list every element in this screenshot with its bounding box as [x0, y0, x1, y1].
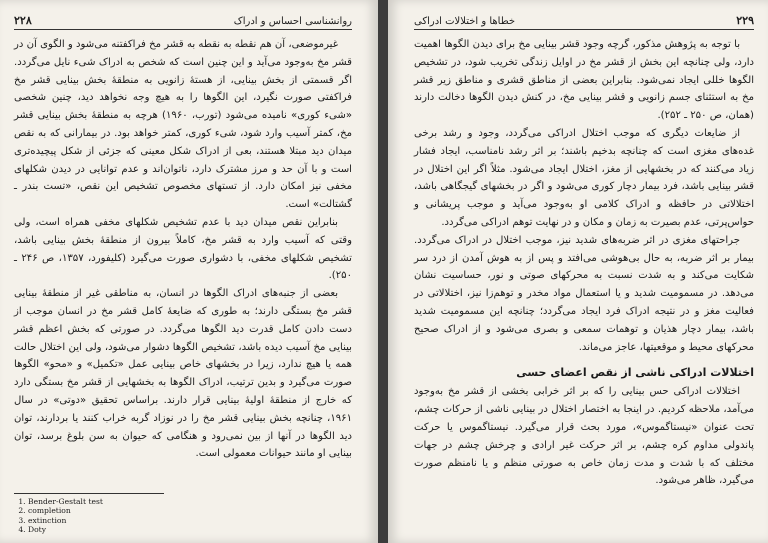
left-page	[0, 0, 378, 543]
right-body	[414, 36, 754, 356]
footnote: 4. Doty	[28, 525, 214, 535]
right-running-title: خطاها و اختلالات ادراکی	[414, 16, 516, 27]
right-page	[388, 0, 768, 543]
footnotes	[14, 493, 214, 535]
footnote-rule	[14, 493, 164, 494]
section-body	[414, 383, 754, 490]
footnote: 1. Bender-Gestalt test	[28, 497, 214, 507]
right-page-header	[414, 0, 754, 30]
paragraph: بعضی از جنبه‌های ادراک الگوها در انسان، به مناطقی غیر از منطقهٔ بینایی قشر مخ بستگی دارند؛ به طوری که ضایعهٔ کامل قشر مخ در انسان موجب از دست دادن کامل قدرت دید الگوها می‌گردد. در صورتی که بخش اعظم قشر بینایی مخ آسیب دیده باشد، تشخیص الگوها دشوار می‌شود، ولی این اختلال حالت همه یا هیچ ندارد، زیرا در بخشهای خاص بینایی عمل «تکمیل» و «محو» الگوها صورت می‌گیرد و بدین ترتیب، ادراک الگوها به بخشهایی از قشر مخ بستگی دارد که خارج از منطقهٔ اولیهٔ بینایی قرار دارند. براساس تحقیق «دوتی» در سال ۱۹۶۱، چنانچه بخش بینایی قشر مخ را در نوزاد گربه خراب کنند یا بردارند، توان دید الگوها در آنها از بین نمی‌رود و هنگامی که حیوان به سن بلوغ برسد، توان بینایی او مانند حیوانات معمولی است.	[14, 288, 352, 460]
paragraph: از ضایعات دیگری که موجب اختلال ادراکی می‌گردد، وجود و رشد برخی غده‌های مغزی است که چنانچه بدخیم باشند؛ بر اثر رشد نامناسب، ایجاد فشار زیاد می‌کنند که در بخشهایی از مغز، اختلال ایجاد می‌شود. مثلاً اگر این اختلال در قشر بینایی باشد، فرد بیمار دچار کوری می‌شود و اگر در بخشهای گیجگاهی باشد، اختلالاتی در حافظه و ادراک کلامی او به‌وجود می‌آید و موجب پریشانی و حواس‌پرتی، عدم بصیرت به زمان و مکان و در نهایت توهم ادراکی می‌گردد.	[414, 127, 754, 228]
paragraph: جراحتهای مغزی در اثر ضربه‌های شدید نیز، موجب اختلال در ادراک می‌گردد. بیمار بر اثر ضربه، به حال بی‌هوشی می‌افتد و پس از به هوش آمدن از درد سر شکایت می‌کند و به شدت نسبت به محرکهای صوتی و نور، حساسیت نشان می‌دهد. در مسمومیت شدید و یا استعمال مواد مخدر و توهم‌زا نیز، اختلالاتی در فعالیت مغز و در نتیجه ادراک فرد ایجاد می‌گردد؛ چنانچه این مسمومیت شدید باشد، بیمار دچار هذیان و توهمات سمعی و بصری می‌شود و از ادراک صحیح محرکهای محیط و موقعیتها، عاجز می‌ماند.	[414, 234, 754, 353]
paragraph: اختلالات ادراکی حس بینایی را که بر اثر خرابی بخشی از قشر مخ به‌وجود می‌آمد، ملاحظه کردیم. در اینجا به اختصار اختلال در بینایی ناشی از حرکات چشم، تحت عنوان «نیستاگموس»، مورد بحث قرار می‌گیرد. نیستاگموس یا حرکت پاندولی مداوم کره چشم، بر اثر حرکت غیر ارادی و چرخش چشم در جهات مختلف که با شدت و مدت زمان خاص به صورتی منظم و یا نامنظم صورت می‌گیرد، ظاهر می‌شود.	[414, 386, 754, 487]
left-running-title: روانشناسی احساس و ادراک	[233, 16, 352, 27]
section-heading: اختلالات ادراکی ناشی از نقص اعضای حسی	[516, 366, 754, 380]
left-page-header	[14, 0, 352, 30]
footnote: 2. completion	[28, 506, 214, 516]
footnote: 3. extinction	[28, 516, 214, 526]
left-page-number: ۲۲۸	[14, 14, 32, 27]
right-page-number: ۲۲۹	[736, 14, 754, 27]
book-gutter	[378, 0, 388, 543]
paragraph: با توجه به پژوهش مذکور، گرچه وجود قشر بینایی مخ برای دیدن الگوها اهمیت دارد، ولی چنانچه این بخش از قشر مخ در اوایل زندگی تخریب شود، در تشخیص الگوها خللی ایجاد نمی‌شود. بنابراین بعضی از مناطق قشری و مناطق زیر قشر مخ به استثنای جسم زانویی و قشر بینایی مخ، در کنش دیدن الگوها دخالت دارند (همان، ص ۲۵۰ ـ ۲۵۲).	[414, 39, 754, 122]
paragraph: غیرموضعی، آن هم نقطه به نقطه به قشر مخ فراکفتنه می‌شود و الگوی آن در قشر مخ به‌وجود می‌آید و این چنین است که شخص به ادراک شیء نایل می‌گردد. اگر قسمتی از بخش بینایی، از هستهٔ زانویی به منطقهٔ بخش بینایی قشر مخ فراکفتی صورت نگیرد، این الگوها را به هیچ وجه نخواهد دید، چنین شخصی «شیء کوری» نامیده می‌شود (تورب، ۱۹۶۰) هرچه به منطقهٔ بخش بینایی قشر مخ، کمتر آسیب وارد شود، شیء کوری، کمتر خواهد بود. در بیمارانی که به نقص میدان دید مبتلا هستند، بعی از ادراک شکل معینی که جزئی از شکل پیچیده‌تری است و با آن حد و مرز مشترک دارد، ناتوان‌اند و عدم توانایی در دیدن شکلهای مخفی نیز امکان دارد. از تستهای مخصوص تشخیص این نقص، «تست بندر ـ گشتالت» است.	[14, 39, 352, 211]
paragraph: بنابراین نقص میدان دید با عدم تشخیص شکلهای مخفی همراه است، ولی وقتی که آسیب وارد به قشر مخ، کاملاً بیرون از منطقهٔ بخش بینایی باشد، تشخیص شکلهای مخفی، با دشواری صورت می‌گیرد (کلیفورد، ۱۳۵۷، ص ۲۴۶ ـ ۲۵۰).	[14, 216, 352, 282]
left-body	[14, 36, 352, 463]
